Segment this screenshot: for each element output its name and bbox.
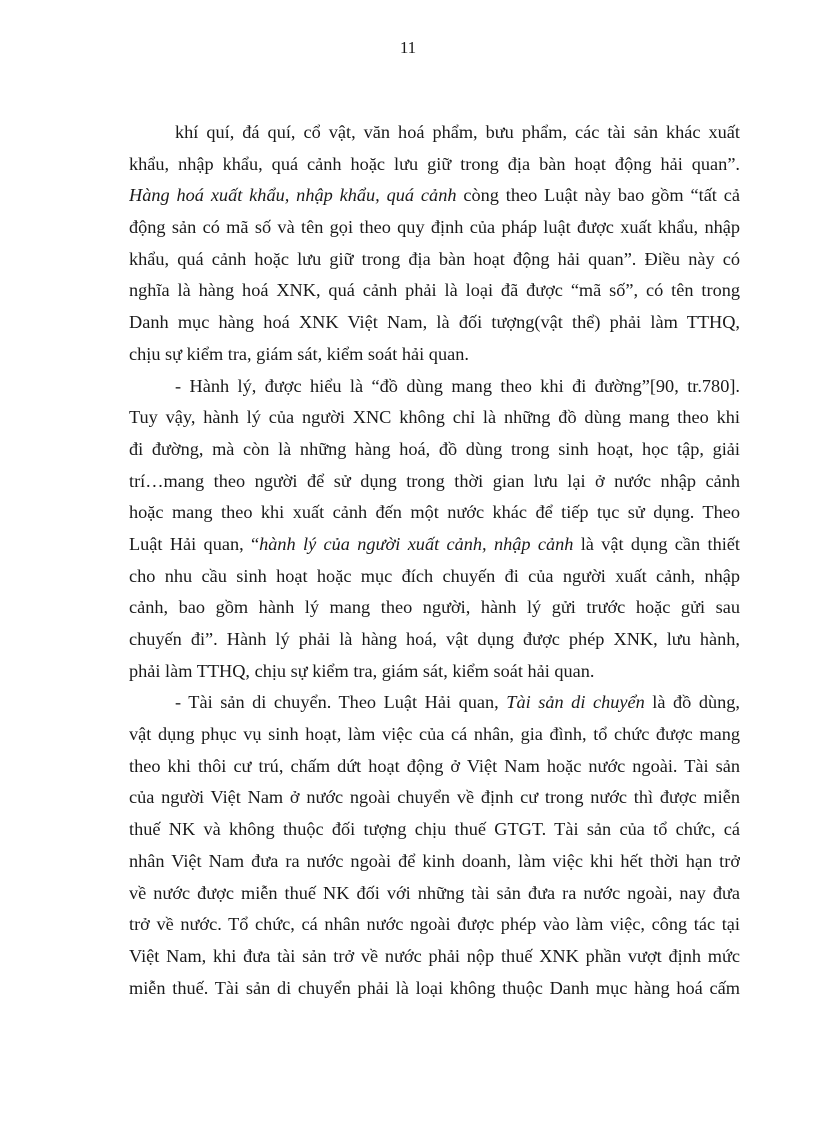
- text-segment: hoặc mang theo khi xuất cảnh đến một nước khác để tiếp tục sử dụng. Theo: [129, 502, 740, 523]
- text-segment: trí…mang theo người để sử dụng trong thời gian lưu lại ở nước nhập cảnh: [129, 470, 740, 491]
- text-line: [129, 434, 740, 466]
- text-line: [129, 846, 740, 878]
- text-segment: miễn thuế. Tài sản di chuyển phải là loại không thuộc Danh mục hàng hoá cấm: [129, 977, 740, 998]
- text-line: [129, 814, 740, 846]
- page-number: 11: [399, 38, 417, 57]
- italic-term: Tài sản di chuyển: [506, 692, 645, 713]
- text-segment: Việt Nam, khi đưa tài sản trở về nước phải nộp thuế XNK phần vượt định mức: [129, 945, 740, 966]
- text-line: [129, 878, 740, 910]
- text-line: [129, 719, 740, 751]
- text-line: [129, 371, 740, 403]
- text-line: [129, 497, 740, 529]
- text-segment: là vật dụng cần thiết: [573, 533, 740, 554]
- text-segment: - Tài sản di chuyển. Theo Luật Hải quan,: [175, 692, 507, 713]
- text-line: [129, 624, 740, 656]
- text-segment: còng theo Luật này bao gồm “tất cả: [456, 185, 740, 206]
- text-line: [129, 466, 740, 498]
- text-segment: về nước được miễn thuế NK đối với những tài sản đưa ra nước ngoài, nay đưa: [129, 882, 740, 903]
- text-segment: thuế NK và không thuộc đối tượng chịu thuế GTGT. Tài sản của tổ chức, cá: [129, 819, 740, 840]
- text-segment: đi đường, mà còn là những hàng hoá, đồ dùng trong sinh hoạt, học tập, giải: [129, 438, 740, 459]
- italic-term: hành lý của người xuất cảnh, nhập cảnh: [259, 533, 574, 554]
- text-segment: Tuy vậy, hành lý của người XNC không chỉ là những đồ dùng mang theo khi: [129, 407, 740, 428]
- text-line: [129, 307, 740, 339]
- text-segment: nhân Việt Nam đưa ra nước ngoài để kinh doanh, làm việc khi hết thời hạn trở: [129, 850, 740, 871]
- text-segment: trở về nước. Tổ chức, cá nhân nước ngoài được phép vào làm việc, công tác tại: [129, 914, 740, 935]
- text-segment: khẩu, quá cảnh hoặc lưu giữ trong địa bàn hoạt động hải quan”. Điều này có: [129, 248, 740, 269]
- text-line: [129, 687, 740, 719]
- text-segment: chuyến đi”. Hành lý phải là hàng hoá, vật dụng được phép XNK, lưu hành,: [129, 629, 740, 649]
- text-segment: là đồ dùng,: [644, 692, 740, 713]
- text-line: [129, 212, 740, 244]
- text-line: [129, 561, 740, 593]
- body-text: [129, 117, 740, 1004]
- text-line: [129, 529, 740, 561]
- text-line: [129, 402, 740, 434]
- text-segment: vật dụng phục vụ sinh hoạt, làm việc của cá nhân, gia đình, tổ chức được mang: [129, 724, 740, 745]
- text-line: [129, 244, 740, 276]
- text-segment: động sản có mã số và tên gọi theo quy định của pháp luật được xuất khẩu, nhập: [129, 217, 740, 238]
- text-line: [129, 656, 740, 688]
- text-line: [129, 275, 740, 307]
- text-line: [129, 909, 740, 941]
- text-line: [129, 180, 740, 212]
- text-segment: nghĩa là hàng hoá XNK, quá cảnh phải là loại đã được “mã số”, có tên trong: [129, 280, 740, 301]
- text-line: [129, 782, 740, 814]
- text-line: [129, 339, 740, 371]
- text-line: [129, 751, 740, 783]
- text-line: [129, 149, 740, 181]
- text-segment: khẩu, nhập khẩu, quá cảnh hoặc lưu giữ trong địa bàn hoạt động hải quan”.: [129, 153, 740, 174]
- text-line: [129, 941, 740, 973]
- text-segment: Danh mục hàng hoá XNK Việt Nam, là đối tượng(vật thể) phải làm TTHQ,: [129, 312, 740, 333]
- text-line: [129, 973, 740, 1005]
- text-segment: phải làm TTHQ, chịu sự kiểm tra, giám sát, kiểm soát hải quan.: [129, 660, 595, 681]
- text-line: [129, 592, 740, 624]
- text-segment: theo khi thôi cư trú, chấm dứt hoạt động ở Việt Nam hoặc nước ngoài. Tài sản: [129, 755, 740, 776]
- text-segment: cảnh, bao gồm hành lý mang theo người, hành lý gửi trước hoặc gửi sau: [129, 597, 740, 618]
- text-segment: cho nhu cầu sinh hoạt hoặc mục đích chuyến đi của người xuất cảnh, nhập: [129, 565, 740, 586]
- italic-term: Hàng hoá xuất khẩu, nhập khẩu, quá cảnh: [129, 185, 457, 206]
- text-segment: chịu sự kiểm tra, giám sát, kiểm soát hải quan.: [129, 343, 469, 364]
- text-segment: Luật Hải quan, “: [129, 533, 260, 554]
- text-line: [129, 117, 740, 149]
- text-segment: của người Việt Nam ở nước ngoài chuyển về định cư trong nước thì được miễn: [129, 787, 740, 808]
- text-segment: khí quí, đá quí, cổ vật, văn hoá phẩm, bưu phẩm, các tài sản khác xuất: [175, 122, 740, 142]
- text-segment: - Hành lý, được hiểu là “đồ dùng mang theo khi đi đường”[90, tr.780].: [175, 375, 740, 396]
